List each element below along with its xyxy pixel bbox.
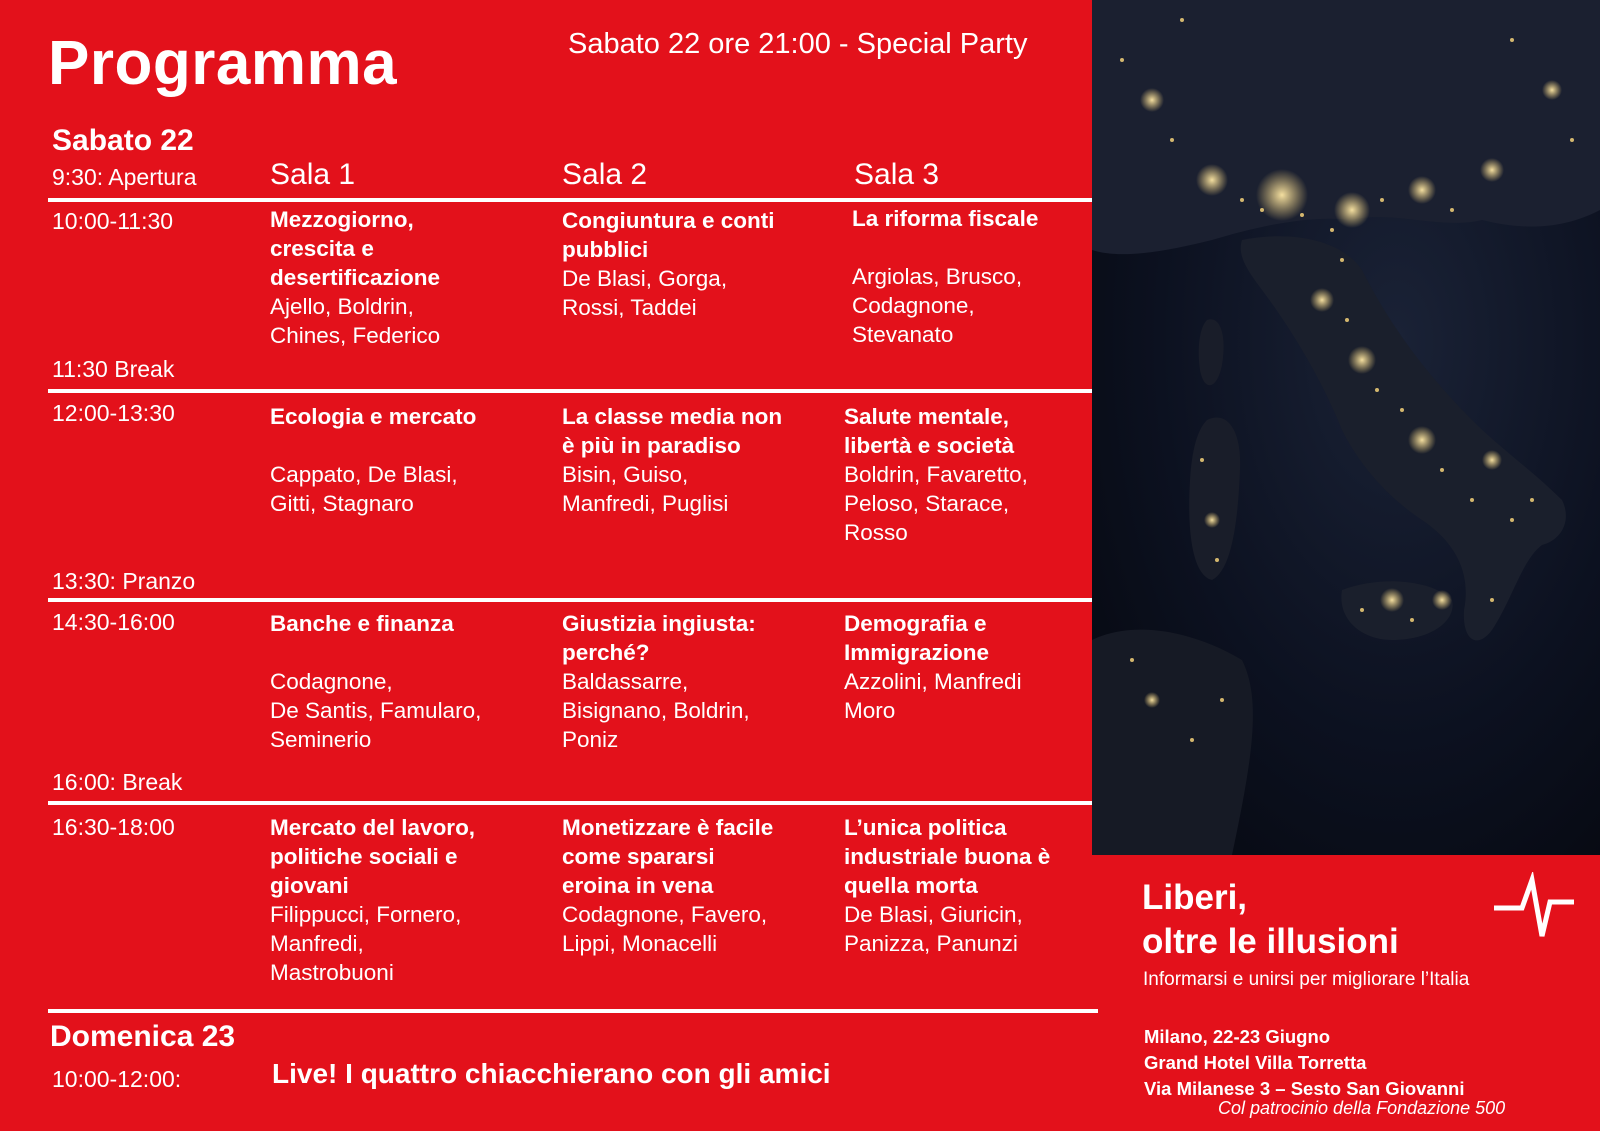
session-title: come spararsi — [562, 844, 715, 869]
session-title: Congiuntura e conti — [562, 208, 775, 233]
break-note: 11:30 Break — [52, 356, 175, 382]
session-speakers: Cappato, De Blasi, — [270, 462, 458, 487]
session-speakers: Rossi, Taddei — [562, 295, 697, 320]
session — [270, 205, 535, 350]
venue-name: Grand Hotel Villa Torretta — [1144, 1052, 1367, 1073]
special-party-note: Sabato 22 ore 21:00 - Special Party — [568, 28, 1028, 60]
session-speakers: Seminerio — [270, 727, 372, 752]
session-speakers: Argiolas, Brusco, — [852, 264, 1023, 289]
session-title: Salute mentale, — [844, 404, 1010, 429]
venue-info — [1144, 1024, 1464, 1102]
session-title: è più in paradiso — [562, 433, 741, 458]
session-speakers: Panizza, Panunzi — [844, 931, 1018, 956]
italy-night-map-image — [1092, 0, 1600, 855]
session-speakers: De Santis, Famularo, — [270, 698, 482, 723]
opening-time: 9:30: Apertura — [52, 164, 197, 190]
divider — [48, 389, 1093, 393]
slot-time: 10:00-11:30 — [52, 208, 174, 234]
session-speakers: Codagnone, — [270, 669, 393, 694]
session-title: Immigrazione — [844, 640, 990, 665]
brand-line-2: oltre le illusioni — [1142, 922, 1399, 961]
session-speakers: De Blasi, Giuricin, — [844, 902, 1023, 927]
session-title: crescita e — [270, 236, 374, 261]
session-speakers: Peloso, Starace, — [844, 491, 1010, 516]
sunday-time: 10:00-12:00: — [52, 1066, 182, 1092]
session-title: Demografia e — [844, 611, 987, 636]
session-speakers: De Blasi, Gorga, — [562, 266, 728, 291]
session — [844, 813, 1094, 958]
divider — [48, 598, 1093, 602]
session-speakers: Manfredi, Puglisi — [562, 491, 729, 516]
session-title: La riforma fiscale — [852, 206, 1039, 231]
brand-tagline: Informarsi e unirsi per migliorare l’Italia — [1143, 969, 1470, 990]
sunday-event: Live! I quattro chiacchierano con gli amici — [272, 1058, 831, 1089]
slot-time: 16:30-18:00 — [52, 814, 175, 840]
session-title: eroina in vena — [562, 873, 714, 898]
pulse-line-icon — [1494, 872, 1574, 947]
session-speakers: Bisignano, Boldrin, — [562, 698, 750, 723]
session-speakers: Poniz — [562, 727, 619, 752]
session-speakers: Filippucci, Fornero, — [270, 902, 462, 927]
session-title: L’unica politica — [844, 815, 1007, 840]
session-speakers: Codagnone, — [852, 293, 975, 318]
session-speakers: Baldassarre, — [562, 669, 689, 694]
session-title: desertificazione — [270, 265, 441, 290]
session — [270, 609, 535, 754]
session-speakers: Bisin, Guiso, — [562, 462, 689, 487]
slot-time: 12:00-13:30 — [52, 400, 175, 426]
session-title: Mercato del lavoro, — [270, 815, 476, 840]
session-title: giovani — [270, 873, 349, 898]
session — [562, 609, 827, 754]
session — [844, 609, 1109, 725]
slot-time: 14:30-16:00 — [52, 609, 175, 635]
divider — [48, 1009, 1098, 1013]
session-speakers: Manfredi, — [270, 931, 364, 956]
session-title: pubblici — [562, 237, 649, 262]
divider — [48, 801, 1093, 805]
brand-title — [1142, 876, 1399, 964]
room-header-1: Sala 1 — [270, 158, 356, 191]
session — [852, 204, 1117, 349]
session-title: libertà e società — [844, 433, 1015, 458]
room-header-2: Sala 2 — [562, 158, 648, 191]
session-speakers: Lippi, Monacelli — [562, 931, 718, 956]
session-title: Ecologia e mercato — [270, 404, 477, 429]
session-speakers: Azzolini, Manfredi — [844, 669, 1022, 694]
sunday-label: Domenica 23 — [50, 1020, 236, 1053]
session-title: quella morta — [844, 873, 978, 898]
session-title: Giustizia ingiusta: — [562, 611, 756, 636]
patronage-note: Col patrocinio della Fondazione 500 — [1218, 1098, 1506, 1118]
saturday-label: Sabato 22 — [52, 124, 194, 157]
session — [562, 402, 827, 518]
session-title: Mezzogiorno, — [270, 207, 414, 232]
session-speakers: Mastrobuoni — [270, 960, 394, 985]
session-title: Banche e finanza — [270, 611, 454, 636]
session-speakers: Gitti, Stagnaro — [270, 491, 414, 516]
night-satellite-map — [1092, 0, 1600, 855]
session-title: industriale buona è — [844, 844, 1051, 869]
session-title: La classe media non — [562, 404, 783, 429]
divider — [48, 198, 1093, 202]
session — [270, 813, 535, 987]
session — [844, 402, 1109, 547]
session — [270, 402, 535, 518]
session — [562, 206, 827, 322]
session-title: Monetizzare è facile — [562, 815, 774, 840]
session-speakers: Moro — [844, 698, 896, 723]
page-title: Programma — [48, 29, 398, 98]
break-note: 16:00: Break — [52, 769, 183, 795]
brand-line-1: Liberi, — [1142, 878, 1248, 917]
event-dates: Milano, 22-23 Giugno — [1144, 1026, 1331, 1047]
session-title: perché? — [562, 640, 650, 665]
session-speakers: Rosso — [844, 520, 908, 545]
session-speakers: Ajello, Boldrin, — [270, 294, 414, 319]
session-title: politiche sociali e — [270, 844, 458, 869]
session-speakers: Stevanato — [852, 322, 954, 347]
venue-address: Via Milanese 3 – Sesto San Giovanni — [1144, 1078, 1465, 1099]
session-speakers: Codagnone, Favero, — [562, 902, 768, 927]
session-speakers: Boldrin, Favaretto, — [844, 462, 1028, 487]
lunch-note: 13:30: Pranzo — [52, 568, 196, 594]
session-speakers: Chines, Federico — [270, 323, 441, 348]
session — [562, 813, 827, 958]
room-header-3: Sala 3 — [854, 158, 940, 191]
